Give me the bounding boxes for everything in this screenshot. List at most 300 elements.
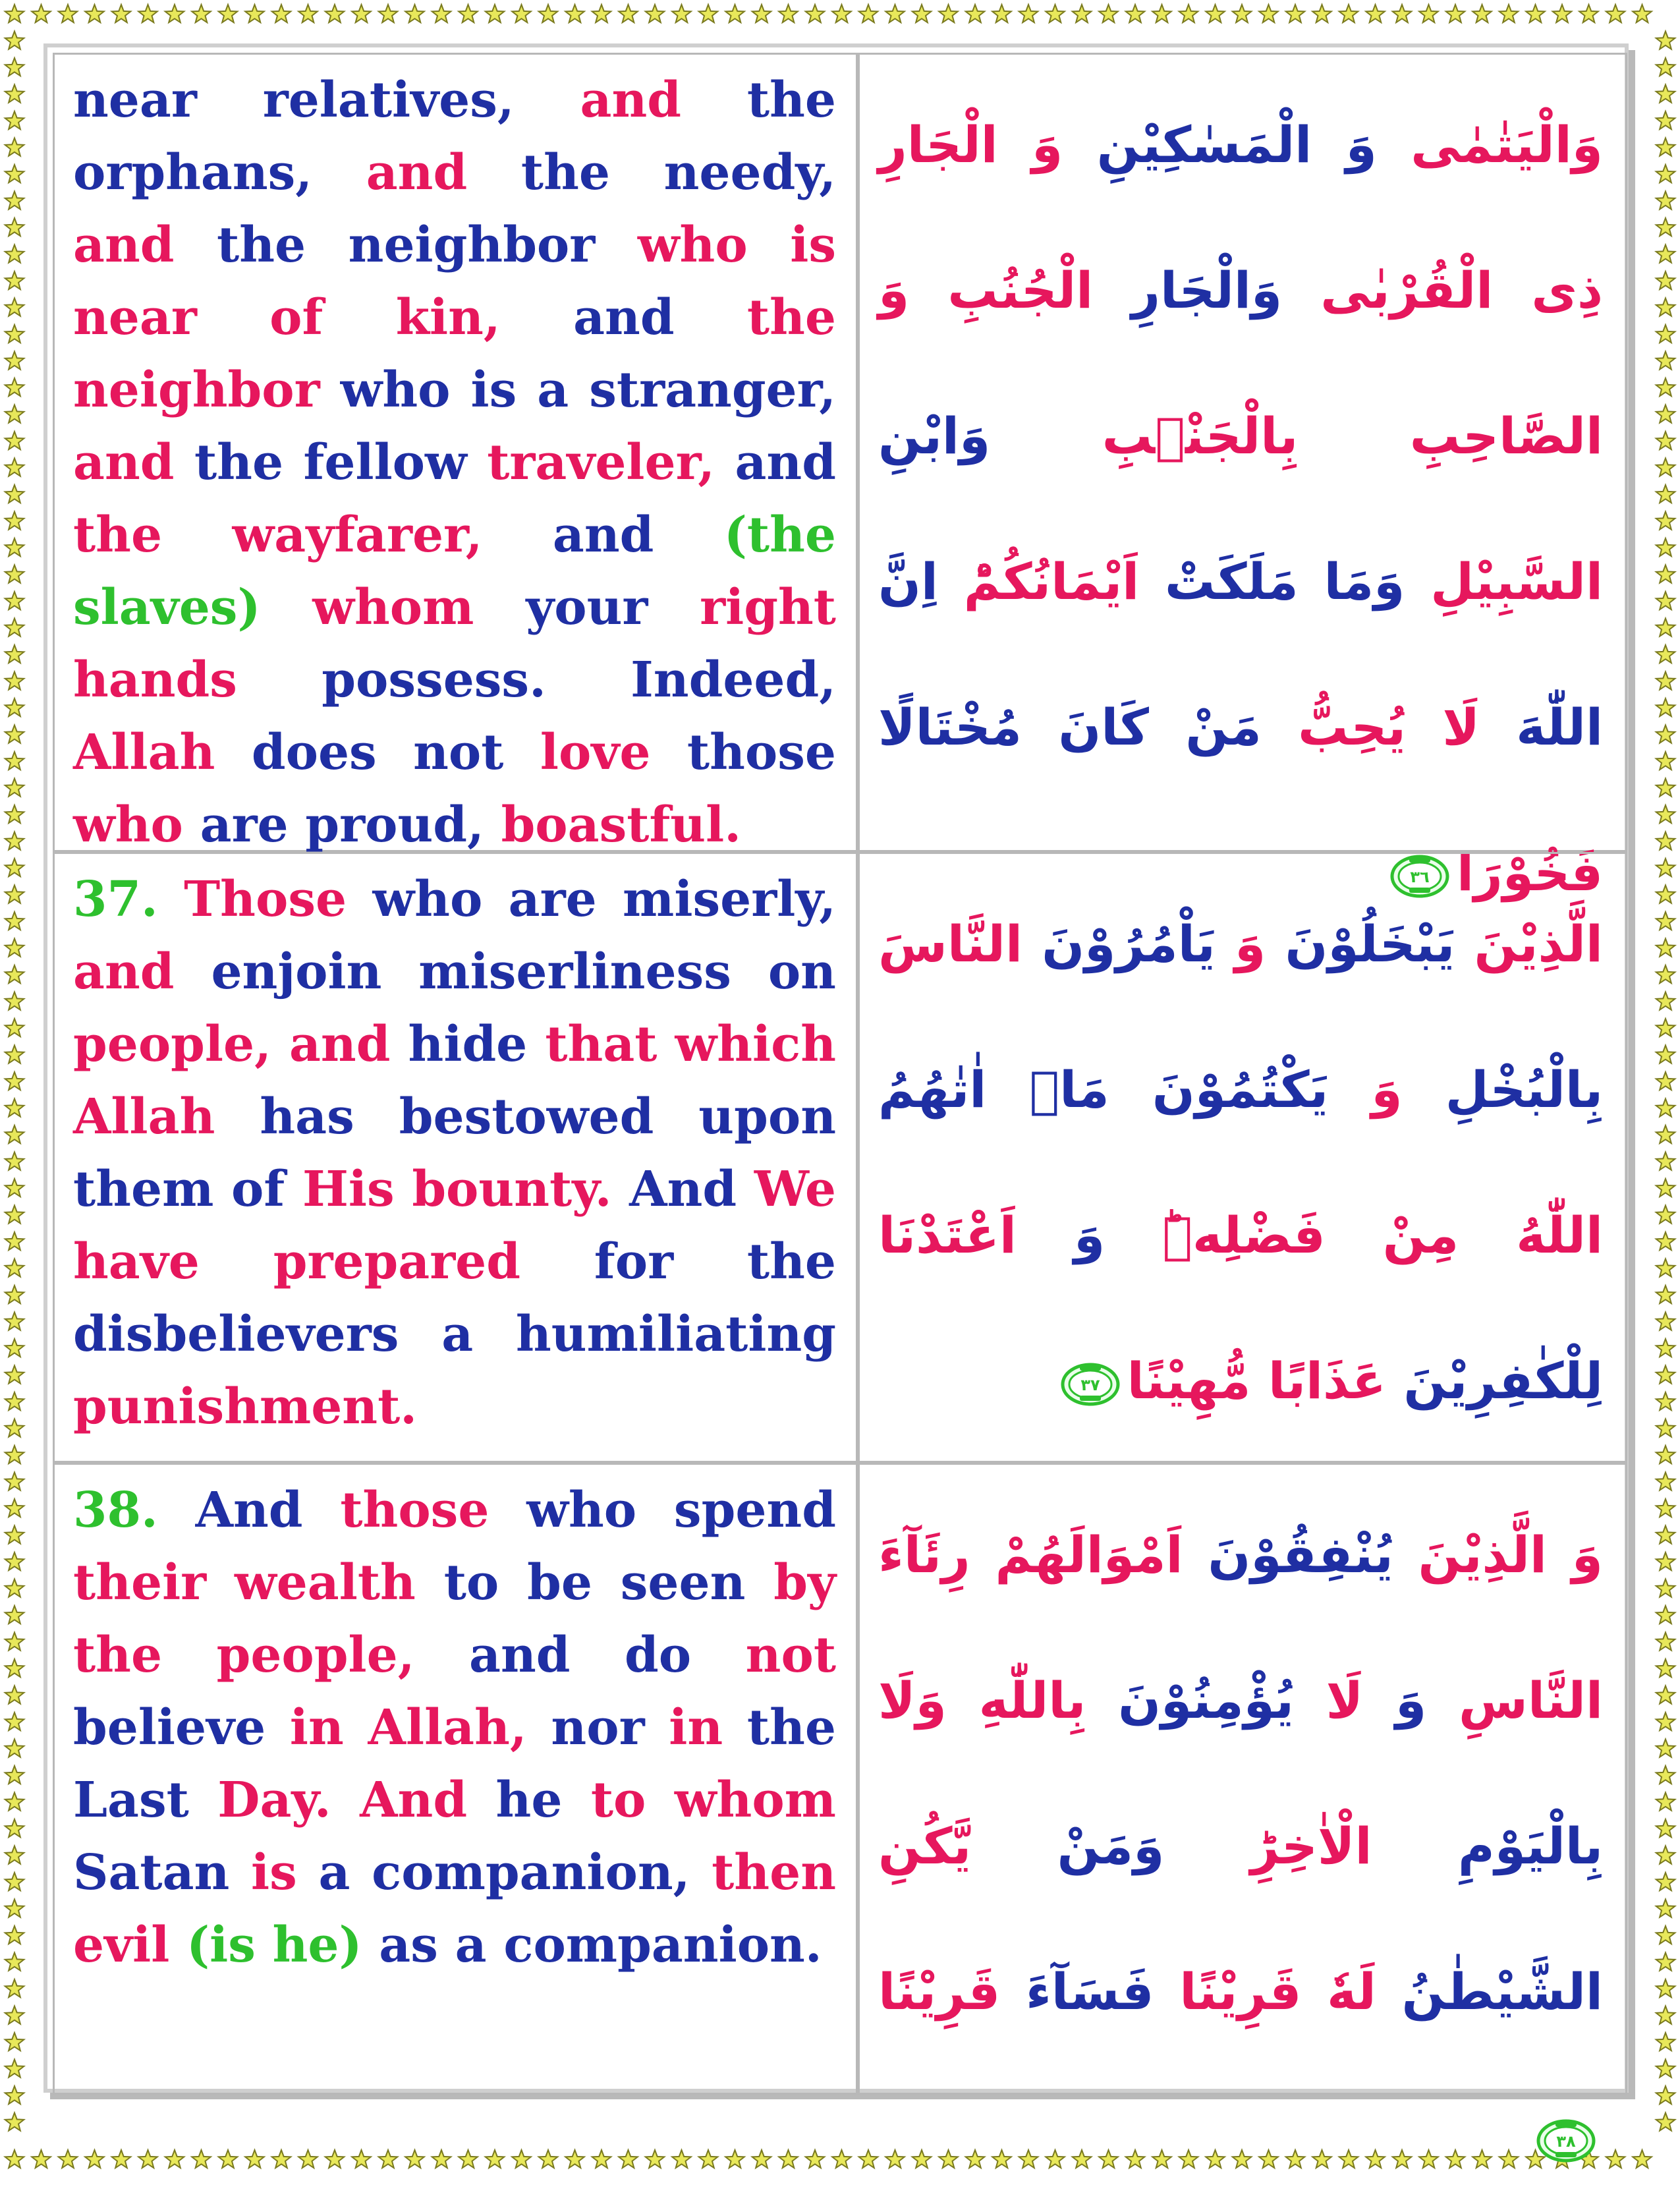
border-star-icon	[1656, 565, 1675, 583]
border-star-icon	[752, 2150, 771, 2168]
border-star-icon	[1656, 111, 1675, 129]
english-segment: and	[289, 1016, 408, 1073]
border-star-icon	[912, 5, 932, 22]
border-star-icon	[405, 2150, 424, 2168]
border-star-icon	[1656, 592, 1675, 609]
border-star-icon	[512, 2150, 531, 2168]
border-star-icon	[1446, 2150, 1465, 2168]
border-star-icon	[1656, 512, 1675, 530]
english-segment: and	[580, 72, 747, 128]
border-star-icon	[885, 2150, 905, 2168]
border-star-icon	[619, 2150, 638, 2168]
border-star-icon	[165, 5, 184, 22]
border-star-icon	[1656, 192, 1675, 210]
border-star-icon	[1656, 1419, 1675, 1437]
border-star-icon	[1472, 5, 1492, 22]
border-star-icon	[1553, 5, 1572, 22]
border-star-icon	[1656, 245, 1675, 263]
border-star-icon	[1099, 5, 1118, 22]
border-star-icon	[5, 1152, 24, 1170]
english-segment: not	[745, 1627, 836, 1684]
arabic-text-38	[858, 1463, 1627, 2151]
arabic-segment: فَخُوْرَا	[1457, 843, 1603, 902]
border-star-icon	[1656, 1019, 1675, 1036]
border-star-icon	[5, 1579, 24, 1597]
english-segment: then evil	[73, 1844, 836, 1973]
english-segment: nor	[551, 1699, 669, 1756]
arabic-segment: يَّكُنِ	[878, 1817, 972, 1875]
border-star-icon	[1656, 1793, 1675, 1811]
arabic-segment: يُؤْمِنُوْنَ	[1086, 1671, 1294, 1730]
ayah-number: ٣٨	[1556, 2132, 1576, 2151]
border-star-icon	[1286, 2150, 1305, 2168]
border-star-icon	[486, 2150, 505, 2168]
arabic-segment: اَمْوَالَهُمْ	[970, 1525, 1183, 1584]
border-star-icon	[1656, 1552, 1675, 1570]
english-segment: Allah	[73, 1089, 260, 1145]
english-segment: those	[340, 1482, 527, 1539]
english-segment: their wealth	[73, 1554, 444, 1611]
border-star-icon	[1073, 5, 1092, 22]
border-star-icon	[1656, 165, 1675, 183]
ayah-number-marker	[1060, 1361, 1121, 1407]
arabic-segment: وَلَا	[878, 1671, 947, 1730]
border-star-icon	[1656, 1366, 1675, 1384]
english-segment: in Allah,	[289, 1699, 551, 1756]
border-star-icon	[459, 2150, 478, 2168]
border-star-icon	[5, 1019, 24, 1036]
border-star-icon	[966, 5, 985, 22]
english-segment: is	[251, 1844, 319, 1901]
english-segment: who spend	[526, 1482, 836, 1539]
border-star-icon	[5, 965, 24, 983]
border-star-icon	[5, 352, 24, 370]
border-star-icon	[1656, 32, 1675, 49]
english-segment: 37.	[73, 871, 184, 928]
border-star-icon	[5, 1339, 24, 1357]
border-star-icon	[1656, 1819, 1675, 1837]
border-star-icon	[939, 2150, 958, 2168]
border-star-icon	[1656, 886, 1675, 903]
border-star-icon	[5, 1099, 24, 1117]
border-star-icon	[5, 2086, 24, 2104]
border-star-icon	[5, 752, 24, 770]
border-star-icon	[859, 5, 878, 22]
english-segment: a companion,	[318, 1844, 712, 1901]
border-star-icon	[379, 2150, 398, 2168]
border-star-icon	[1206, 2150, 1225, 2168]
border-star-icon	[32, 5, 51, 22]
border-star-icon	[5, 1873, 24, 1890]
border-star-icon	[1656, 1633, 1675, 1651]
border-star-icon	[5, 645, 24, 663]
border-star-icon	[5, 1633, 24, 1651]
border-star-icon	[1656, 1686, 1675, 1704]
border-star-icon	[5, 405, 24, 423]
arabic-segment: وَالْجَارِ	[1093, 261, 1283, 320]
english-segment: people,	[73, 1016, 289, 1073]
border-star-icon	[5, 1659, 24, 1677]
border-star-icon	[1499, 2150, 1519, 2168]
border-star-icon	[5, 2113, 24, 2131]
border-star-icon	[459, 5, 478, 22]
border-star-icon	[1656, 1846, 1675, 1864]
arabic-segment: وَ	[1328, 1060, 1403, 1119]
arabic-segment: الْاٰخِرِؕ	[1164, 1817, 1372, 1875]
arabic-segment: وَ	[1016, 1206, 1106, 1264]
arabic-segment: وَ الْجَارِ	[878, 115, 1063, 174]
arabic-segment: وَ الْمَسٰكِيْنِ	[1063, 115, 1377, 174]
border-star-icon	[1126, 2150, 1145, 2168]
border-star-icon	[5, 805, 24, 823]
border-star-icon	[5, 1819, 24, 1837]
border-star-icon	[1179, 2150, 1198, 2168]
border-star-icon	[5, 725, 24, 743]
arabic-segment: يَبْخَلُوْنَ	[1266, 915, 1455, 973]
border-star-icon	[1656, 1606, 1675, 1624]
english-segment: and	[73, 434, 194, 491]
border-star-icon	[5, 485, 24, 503]
english-translation-38	[53, 1463, 858, 2095]
border-star-icon	[1656, 405, 1675, 423]
border-star-icon	[1259, 2150, 1278, 2168]
border-star-icon	[1419, 5, 1438, 22]
border-star-icon	[1656, 619, 1675, 637]
border-star-icon	[1656, 752, 1675, 770]
border-star-icon	[1019, 2150, 1038, 2168]
border-star-icon	[5, 1366, 24, 1384]
border-star-icon	[1099, 2150, 1118, 2168]
border-star-icon	[1656, 271, 1675, 289]
border-star-icon	[5, 1552, 24, 1570]
border-star-icon	[1656, 725, 1675, 743]
border-star-icon	[5, 1446, 24, 1463]
border-star-icon	[1656, 1125, 1675, 1143]
border-star-icon	[5, 5, 24, 22]
border-star-icon	[1656, 1953, 1675, 1971]
border-star-icon	[5, 912, 24, 930]
english-segment: near relatives,	[73, 72, 580, 128]
border-star-icon	[5, 2150, 24, 2168]
border-star-icon	[5, 432, 24, 449]
english-segment: the orphans,	[73, 72, 836, 201]
border-star-icon	[112, 2150, 131, 2168]
border-star-icon	[1656, 138, 1675, 156]
english-segment: to whom	[590, 1772, 836, 1828]
border-star-icon	[5, 1926, 24, 1944]
border-star-icon	[1312, 5, 1331, 22]
border-star-icon	[1366, 2150, 1385, 2168]
border-star-icon	[1393, 5, 1412, 22]
ayah-number: ٣٧	[1080, 1376, 1100, 1394]
border-star-icon	[219, 2150, 238, 2168]
border-star-icon	[912, 2150, 932, 2168]
arabic-segment: يَاْمُرُوْنَ	[1022, 915, 1216, 973]
arabic-segment: لَا	[1293, 1671, 1364, 1730]
border-star-icon	[192, 2150, 211, 2168]
border-star-icon	[1656, 1926, 1675, 1944]
border-star-icon	[1656, 1179, 1675, 1197]
arabic-segment: الْجُنُبِ	[909, 261, 1094, 320]
english-translation-36	[53, 53, 858, 852]
english-segment: the needy,	[520, 144, 836, 201]
border-star-icon	[5, 886, 24, 903]
border-star-icon	[1656, 965, 1675, 983]
border-star-icon	[5, 1713, 24, 1730]
english-segment: those	[686, 724, 837, 781]
border-star-icon	[1656, 1446, 1675, 1463]
border-star-icon	[1656, 2060, 1675, 2078]
border-star-icon	[5, 538, 24, 556]
border-star-icon	[1656, 805, 1675, 823]
border-star-icon	[592, 5, 611, 22]
border-star-icon	[1656, 459, 1675, 476]
english-segment: And	[195, 1482, 341, 1539]
border-star-icon	[5, 1766, 24, 1784]
border-star-icon	[5, 1125, 24, 1143]
border-star-icon	[1656, 1659, 1675, 1677]
arabic-segment: بِالْبُخْلِ	[1402, 1060, 1604, 1119]
border-star-icon	[1656, 2086, 1675, 2104]
arabic-segment: اَيْمَانُكُمْؕ	[938, 552, 1140, 611]
ayah-number-marker	[1536, 2118, 1596, 2164]
border-star-icon	[5, 1740, 24, 1757]
border-star-icon	[5, 1499, 24, 1517]
english-segment: We have prepared	[73, 1161, 836, 1290]
english-segment: possess. Indeed,	[322, 652, 836, 708]
border-star-icon	[5, 192, 24, 210]
border-star-icon	[1339, 2150, 1358, 2168]
border-star-icon	[405, 5, 424, 22]
border-star-icon	[1656, 1499, 1675, 1517]
border-star-icon	[1656, 912, 1675, 930]
border-star-icon	[5, 1526, 24, 1544]
border-star-icon	[539, 2150, 558, 2168]
border-star-icon	[1656, 1206, 1675, 1224]
border-star-icon	[1656, 432, 1675, 449]
border-star-icon	[5, 165, 24, 183]
border-star-icon	[1393, 2150, 1412, 2168]
border-star-icon	[5, 1046, 24, 1063]
border-star-icon	[992, 2150, 1011, 2168]
border-star-icon	[1446, 5, 1465, 22]
arabic-segment: النَّاسَ	[878, 915, 1023, 973]
border-star-icon	[779, 2150, 798, 2168]
border-star-icon	[1206, 5, 1225, 22]
border-star-icon	[1656, 1526, 1675, 1544]
border-star-icon	[5, 245, 24, 263]
english-segment: enjoin miserliness on	[211, 944, 836, 1000]
english-translation-37	[53, 852, 858, 1463]
border-star-icon	[512, 5, 531, 22]
border-star-icon	[1656, 992, 1675, 1010]
english-segment: that which	[545, 1016, 837, 1073]
border-star-icon	[5, 939, 24, 957]
border-star-icon	[5, 459, 24, 476]
border-star-icon	[1656, 85, 1675, 103]
arabic-segment: وَالْيَتٰمٰى	[1376, 115, 1603, 174]
border-star-icon	[1656, 1979, 1675, 1997]
border-star-icon	[5, 1953, 24, 1971]
border-star-icon	[1656, 538, 1675, 556]
border-star-icon	[138, 5, 157, 22]
border-star-icon	[5, 565, 24, 583]
border-star-icon	[806, 2150, 825, 2168]
border-star-icon	[1656, 485, 1675, 503]
border-star-icon	[138, 2150, 157, 2168]
arabic-segment: لِلْكٰفِرِيْنَ	[1386, 1351, 1603, 1410]
border-star-icon	[1339, 5, 1358, 22]
border-star-icon	[1312, 2150, 1331, 2168]
border-star-icon	[352, 2150, 371, 2168]
arabic-segment: فَسَآءَ	[1000, 1962, 1154, 2021]
border-star-icon	[1152, 2150, 1171, 2168]
english-segment: who	[73, 797, 200, 853]
english-segment: does not	[251, 724, 540, 781]
border-star-icon	[1656, 779, 1675, 797]
border-star-icon	[1656, 698, 1675, 716]
verse-table	[53, 53, 1627, 2151]
border-star-icon	[1656, 832, 1675, 850]
border-star-icon	[1073, 2150, 1092, 2168]
border-star-icon	[1286, 5, 1305, 22]
english-segment: and	[552, 507, 724, 563]
english-segment: the neighbor	[73, 289, 836, 418]
border-star-icon	[5, 619, 24, 637]
border-star-icon	[1656, 298, 1675, 316]
english-segment: right hands	[73, 579, 836, 708]
arabic-segment: عَذَابًا	[1250, 1351, 1386, 1410]
border-star-icon	[1633, 2150, 1652, 2168]
border-star-icon	[5, 512, 24, 530]
border-star-icon	[539, 5, 558, 22]
border-star-icon	[859, 2150, 878, 2168]
english-segment: the fellow	[194, 434, 488, 491]
border-star-icon	[325, 2150, 345, 2168]
english-segment: for the disbelievers a humiliating	[73, 1233, 836, 1363]
border-star-icon	[1656, 1072, 1675, 1090]
arabic-segment: بِالْيَوْمِ	[1372, 1817, 1603, 1875]
border-star-icon	[5, 325, 24, 343]
border-star-icon	[832, 2150, 851, 2168]
arabic-segment: مَاۤ اٰتٰهُمُ	[878, 1060, 1109, 1119]
border-star-icon	[1656, 672, 1675, 690]
english-segment: and do	[469, 1627, 746, 1684]
border-star-icon	[5, 1979, 24, 1997]
english-segment: who are miserly,	[372, 871, 836, 928]
border-star-icon	[5, 1072, 24, 1090]
border-star-icon	[1259, 5, 1278, 22]
arabic-segment: بِاللّٰهِ	[946, 1671, 1086, 1730]
border-star-icon	[5, 1419, 24, 1437]
border-star-icon	[5, 298, 24, 316]
border-star-icon	[298, 2150, 318, 2168]
border-star-icon	[5, 859, 24, 876]
english-segment: 38.	[73, 1482, 196, 1539]
border-star-icon	[1656, 325, 1675, 343]
border-star-icon	[752, 5, 771, 22]
border-star-icon	[646, 2150, 665, 2168]
english-segment: Those	[184, 871, 373, 928]
arabic-segment: السَّبِيْلِ	[1405, 552, 1604, 611]
border-star-icon	[1606, 5, 1625, 22]
english-segment: your	[526, 579, 700, 636]
border-star-icon	[5, 1392, 24, 1410]
border-star-icon	[5, 1846, 24, 1864]
arabic-segment: مُخْتَالًا	[878, 698, 1022, 756]
border-star-icon	[1046, 2150, 1065, 2168]
english-segment: who is near of kin,	[73, 217, 837, 346]
border-star-icon	[192, 5, 211, 22]
border-star-icon	[272, 2150, 291, 2168]
border-star-icon	[1656, 1900, 1675, 1917]
border-star-icon	[85, 5, 104, 22]
border-star-icon	[1656, 1099, 1675, 1117]
border-star-icon	[1233, 5, 1252, 22]
arabic-text-37	[858, 852, 1627, 1463]
english-segment: (the slaves)	[73, 507, 836, 636]
border-star-icon	[672, 2150, 691, 2168]
arabic-segment: اِنَّ اللّٰهَ	[878, 552, 1604, 756]
arabic-segment: مُّهِيْنًا	[1127, 1351, 1251, 1410]
ayah-number: ٣٦	[1410, 868, 1430, 886]
border-star-icon	[1656, 352, 1675, 370]
english-segment: (is he)	[186, 1917, 379, 1973]
border-star-icon	[1526, 5, 1545, 22]
arabic-segment: وَ	[1546, 1525, 1603, 1584]
border-star-icon	[245, 2150, 264, 2168]
border-star-icon	[1656, 1473, 1675, 1490]
border-star-icon	[5, 592, 24, 609]
arabic-segment: الَّذِيْنَ	[1393, 1525, 1547, 1584]
border-star-icon	[1656, 1286, 1675, 1303]
arabic-segment: قَرِيْنًا	[1154, 1962, 1302, 2021]
english-segment: the wayfarer,	[73, 507, 553, 563]
border-star-icon	[806, 5, 825, 22]
border-star-icon	[1656, 1046, 1675, 1063]
border-star-icon	[1233, 2150, 1252, 2168]
english-segment: love	[540, 724, 687, 781]
english-segment: to be seen	[443, 1554, 774, 1611]
border-star-icon	[5, 1686, 24, 1704]
border-star-icon	[1656, 1232, 1675, 1250]
border-star-icon	[5, 218, 24, 236]
border-star-icon	[725, 5, 744, 22]
arabic-segment: وَ الصَّاحِبِ	[878, 261, 1603, 465]
border-star-icon	[1019, 5, 1038, 22]
arabic-segment: ذِى الْقُرْبٰى	[1282, 261, 1603, 320]
border-star-icon	[1633, 5, 1652, 22]
english-segment: as a companion.	[379, 1917, 822, 1973]
border-star-icon	[832, 5, 851, 22]
english-segment: by the people,	[73, 1554, 837, 1684]
border-star-icon	[432, 2150, 451, 2168]
border-star-icon	[5, 1286, 24, 1303]
border-star-icon	[1656, 2006, 1675, 2024]
border-star-icon	[5, 992, 24, 1010]
english-segment: Allah	[73, 724, 252, 781]
english-segment: whom	[312, 579, 526, 636]
border-star-icon	[1656, 1579, 1675, 1597]
arabic-segment: وَ	[1363, 1671, 1427, 1730]
arabic-segment: اللّٰهُ	[1459, 1206, 1603, 1264]
border-star-icon	[1366, 5, 1385, 22]
border-star-icon	[5, 32, 24, 49]
border-star-icon	[1656, 2113, 1675, 2131]
border-star-icon	[352, 5, 371, 22]
border-star-icon	[245, 5, 264, 22]
arabic-segment: النَّاسِ	[1426, 1671, 1604, 1730]
